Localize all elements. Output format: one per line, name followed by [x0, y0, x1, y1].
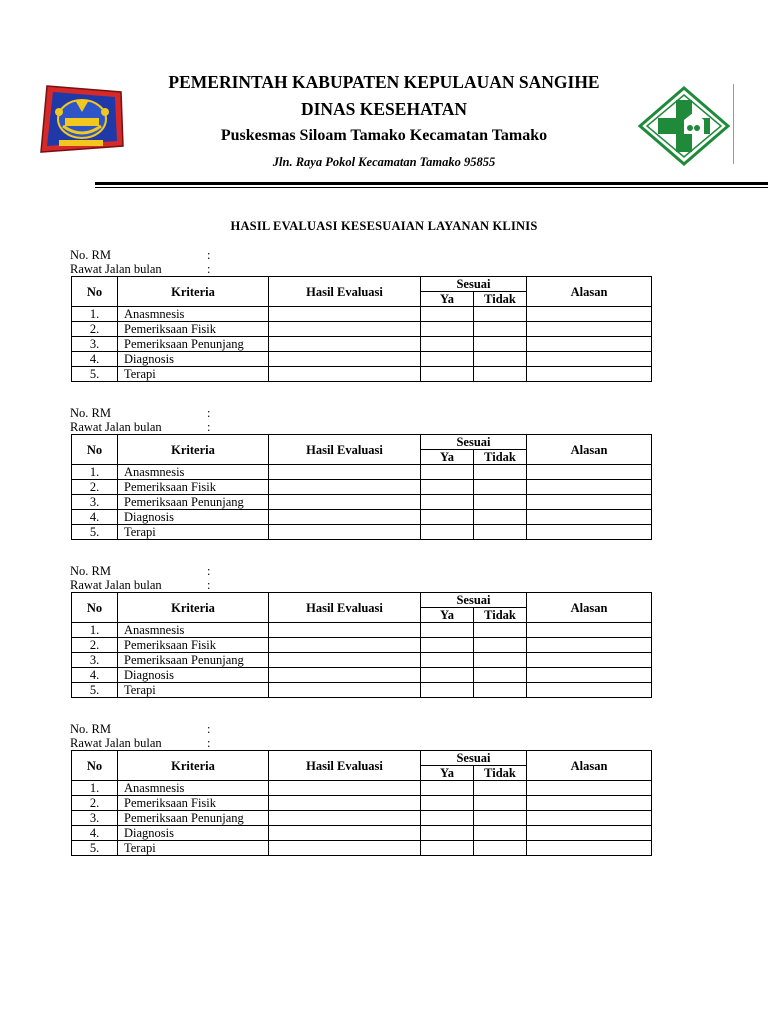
table-row	[72, 796, 652, 811]
row-kriteria: Pemeriksaan Penunjang	[118, 653, 269, 668]
tidak-cell[interactable]	[474, 465, 527, 480]
col-ya-header: Ya	[421, 766, 474, 781]
tidak-cell[interactable]	[474, 796, 527, 811]
row-number: 4.	[72, 510, 118, 525]
table-row	[72, 668, 652, 683]
col-hasil-header: Hasil Evaluasi	[269, 277, 421, 307]
table-row	[72, 811, 652, 826]
tidak-cell[interactable]	[474, 811, 527, 826]
no-rm-label: No. RM	[70, 248, 111, 262]
government-heading: PEMERINTAH KABUPATEN KEPULAUAN SANGIHE	[168, 72, 600, 92]
alasan-cell[interactable]	[527, 826, 652, 841]
ya-cell[interactable]	[421, 322, 474, 337]
hasil-evaluasi-cell[interactable]	[269, 352, 421, 367]
rawat-jalan-label: Rawat Jalan bulan	[70, 420, 162, 434]
row-number: 1.	[72, 623, 118, 638]
row-number: 5.	[72, 841, 118, 856]
row-number: 2.	[72, 322, 118, 337]
col-hasil-header: Hasil Evaluasi	[269, 593, 421, 623]
alasan-cell[interactable]	[527, 465, 652, 480]
row-kriteria: Diagnosis	[118, 352, 269, 367]
col-sesuai-header: Sesuai	[421, 751, 527, 766]
table-row	[72, 623, 652, 638]
tidak-cell[interactable]	[474, 638, 527, 653]
row-kriteria: Terapi	[118, 683, 269, 698]
alasan-cell[interactable]	[527, 495, 652, 510]
row-kriteria: Pemeriksaan Fisik	[118, 322, 269, 337]
ya-cell[interactable]	[421, 781, 474, 796]
row-number: 2.	[72, 796, 118, 811]
ya-cell[interactable]	[421, 465, 474, 480]
row-kriteria: Diagnosis	[118, 668, 269, 683]
tidak-cell[interactable]	[474, 653, 527, 668]
hasil-evaluasi-cell[interactable]	[269, 525, 421, 540]
col-sesuai-header: Sesuai	[421, 435, 527, 450]
alasan-cell[interactable]	[527, 337, 652, 352]
alasan-cell[interactable]	[527, 781, 652, 796]
rawat-jalan-colon: :	[207, 420, 211, 434]
ya-cell[interactable]	[421, 638, 474, 653]
alasan-cell[interactable]	[527, 841, 652, 856]
col-tidak-header: Tidak	[474, 608, 527, 623]
col-kriteria-header: Kriteria	[118, 435, 269, 465]
table-row	[72, 337, 652, 352]
alasan-cell[interactable]	[527, 352, 652, 367]
alasan-cell[interactable]	[527, 683, 652, 698]
puskesmas-logo	[638, 86, 730, 166]
alasan-cell[interactable]	[527, 510, 652, 525]
no-rm-label: No. RM	[70, 406, 111, 420]
tidak-cell[interactable]	[474, 322, 527, 337]
alasan-cell[interactable]	[527, 796, 652, 811]
col-ya-header: Ya	[421, 292, 474, 307]
col-sesuai-header: Sesuai	[421, 593, 527, 608]
row-kriteria: Terapi	[118, 367, 269, 382]
hasil-evaluasi-cell[interactable]	[269, 796, 421, 811]
rawat-jalan-colon: :	[207, 262, 211, 276]
hasil-evaluasi-cell[interactable]	[269, 367, 421, 382]
col-hasil-header: Hasil Evaluasi	[269, 751, 421, 781]
alasan-cell[interactable]	[527, 623, 652, 638]
col-ya-header: Ya	[421, 608, 474, 623]
tidak-cell[interactable]	[474, 337, 527, 352]
hasil-evaluasi-cell[interactable]	[269, 781, 421, 796]
col-alasan-header: Alasan	[527, 751, 652, 781]
col-kriteria-header: Kriteria	[118, 593, 269, 623]
row-number: 1.	[72, 465, 118, 480]
row-kriteria: Pemeriksaan Penunjang	[118, 495, 269, 510]
row-kriteria: Anasmnesis	[118, 465, 269, 480]
table-row	[72, 826, 652, 841]
evaluation-table	[71, 276, 652, 382]
tidak-cell[interactable]	[474, 352, 527, 367]
rawat-jalan-label: Rawat Jalan bulan	[70, 578, 162, 592]
row-kriteria: Pemeriksaan Fisik	[118, 480, 269, 495]
row-number: 3.	[72, 495, 118, 510]
no-rm-colon: :	[207, 722, 211, 736]
rawat-jalan-label: Rawat Jalan bulan	[70, 736, 162, 750]
tidak-cell[interactable]	[474, 826, 527, 841]
ya-cell[interactable]	[421, 668, 474, 683]
record-info	[70, 406, 210, 434]
table-row	[72, 495, 652, 510]
tidak-cell[interactable]	[474, 367, 527, 382]
rawat-jalan-label: Rawat Jalan bulan	[70, 262, 162, 276]
tidak-cell[interactable]	[474, 781, 527, 796]
department-heading: DINAS KESEHATAN	[300, 99, 468, 119]
alasan-cell[interactable]	[527, 480, 652, 495]
row-number: 3.	[72, 811, 118, 826]
row-kriteria: Diagnosis	[118, 510, 269, 525]
col-alasan-header: Alasan	[527, 593, 652, 623]
table-row	[72, 510, 652, 525]
col-alasan-header: Alasan	[527, 435, 652, 465]
row-kriteria: Pemeriksaan Penunjang	[118, 811, 269, 826]
record-info	[70, 564, 210, 592]
row-number: 3.	[72, 653, 118, 668]
table-row	[72, 841, 652, 856]
col-ya-header: Ya	[421, 450, 474, 465]
col-hasil-header: Hasil Evaluasi	[269, 435, 421, 465]
ya-cell[interactable]	[421, 653, 474, 668]
tidak-cell[interactable]	[474, 841, 527, 856]
row-kriteria: Anasmnesis	[118, 781, 269, 796]
row-number: 4.	[72, 352, 118, 367]
hasil-evaluasi-cell[interactable]	[269, 495, 421, 510]
row-kriteria: Pemeriksaan Fisik	[118, 638, 269, 653]
ya-cell[interactable]	[421, 683, 474, 698]
ya-cell[interactable]	[421, 525, 474, 540]
record-info	[70, 722, 210, 750]
row-number: 4.	[72, 826, 118, 841]
col-no-header: No	[72, 593, 118, 623]
alasan-cell[interactable]	[527, 307, 652, 322]
table-row	[72, 307, 652, 322]
tidak-cell[interactable]	[474, 525, 527, 540]
evaluation-table	[71, 592, 652, 698]
tidak-cell[interactable]	[474, 307, 527, 322]
no-rm-colon: :	[207, 406, 211, 420]
row-number: 5.	[72, 683, 118, 698]
tidak-cell[interactable]	[474, 510, 527, 525]
tidak-cell[interactable]	[474, 623, 527, 638]
tidak-cell[interactable]	[474, 683, 527, 698]
tidak-cell[interactable]	[474, 495, 527, 510]
no-rm-label: No. RM	[70, 722, 111, 736]
col-kriteria-header: Kriteria	[118, 751, 269, 781]
letterhead-rule	[95, 182, 768, 185]
alasan-cell[interactable]	[527, 668, 652, 683]
table-row	[72, 465, 652, 480]
table-row	[72, 352, 652, 367]
hasil-evaluasi-cell[interactable]	[269, 638, 421, 653]
row-kriteria: Pemeriksaan Fisik	[118, 796, 269, 811]
ya-cell[interactable]	[421, 495, 474, 510]
table-row	[72, 322, 652, 337]
ya-cell[interactable]	[421, 367, 474, 382]
tidak-cell[interactable]	[474, 668, 527, 683]
ya-cell[interactable]	[421, 480, 474, 495]
ya-cell[interactable]	[421, 623, 474, 638]
ya-cell[interactable]	[421, 337, 474, 352]
col-tidak-header: Tidak	[474, 766, 527, 781]
hasil-evaluasi-cell[interactable]	[269, 653, 421, 668]
ya-cell[interactable]	[421, 826, 474, 841]
hasil-evaluasi-cell[interactable]	[269, 307, 421, 322]
ya-cell[interactable]	[421, 510, 474, 525]
evaluation-table	[71, 434, 652, 540]
col-tidak-header: Tidak	[474, 450, 527, 465]
alasan-cell[interactable]	[527, 811, 652, 826]
row-number: 5.	[72, 367, 118, 382]
col-no-header: No	[72, 277, 118, 307]
evaluation-table	[71, 750, 652, 856]
hasil-evaluasi-cell[interactable]	[269, 826, 421, 841]
ya-cell[interactable]	[421, 307, 474, 322]
row-number: 2.	[72, 638, 118, 653]
letterhead-rule-thin	[95, 187, 768, 188]
hasil-evaluasi-cell[interactable]	[269, 623, 421, 638]
row-number: 4.	[72, 668, 118, 683]
row-number: 1.	[72, 781, 118, 796]
col-tidak-header: Tidak	[474, 292, 527, 307]
row-number: 2.	[72, 480, 118, 495]
alasan-cell[interactable]	[527, 653, 652, 668]
document-title: HASIL EVALUASI KESESUAIAN LAYANAN KLINIS	[230, 219, 538, 233]
hasil-evaluasi-cell[interactable]	[269, 465, 421, 480]
hasil-evaluasi-cell[interactable]	[269, 841, 421, 856]
ya-cell[interactable]	[421, 811, 474, 826]
alasan-cell[interactable]	[527, 322, 652, 337]
row-kriteria: Anasmnesis	[118, 307, 269, 322]
no-rm-colon: :	[207, 248, 211, 262]
row-number: 5.	[72, 525, 118, 540]
hasil-evaluasi-cell[interactable]	[269, 322, 421, 337]
ya-cell[interactable]	[421, 352, 474, 367]
row-kriteria: Terapi	[118, 525, 269, 540]
hasil-evaluasi-cell[interactable]	[269, 480, 421, 495]
row-kriteria: Anasmnesis	[118, 623, 269, 638]
no-rm-label: No. RM	[70, 564, 111, 578]
row-kriteria: Diagnosis	[118, 826, 269, 841]
col-no-header: No	[72, 435, 118, 465]
row-number: 1.	[72, 307, 118, 322]
header-divider	[733, 84, 734, 164]
alasan-cell[interactable]	[527, 525, 652, 540]
hasil-evaluasi-cell[interactable]	[269, 510, 421, 525]
rawat-jalan-colon: :	[207, 578, 211, 592]
hasil-evaluasi-cell[interactable]	[269, 811, 421, 826]
table-row	[72, 683, 652, 698]
hasil-evaluasi-cell[interactable]	[269, 683, 421, 698]
table-row	[72, 653, 652, 668]
ya-cell[interactable]	[421, 841, 474, 856]
table-row	[72, 781, 652, 796]
alasan-cell[interactable]	[527, 367, 652, 382]
record-info	[70, 248, 210, 276]
alasan-cell[interactable]	[527, 638, 652, 653]
col-sesuai-header: Sesuai	[421, 277, 527, 292]
ya-cell[interactable]	[421, 796, 474, 811]
row-kriteria: Pemeriksaan Penunjang	[118, 337, 269, 352]
table-row	[72, 525, 652, 540]
hasil-evaluasi-cell[interactable]	[269, 668, 421, 683]
hasil-evaluasi-cell[interactable]	[269, 337, 421, 352]
table-row	[72, 480, 652, 495]
puskesmas-heading: Puskesmas Siloam Tamako Kecamatan Tamako	[220, 127, 548, 144]
row-number: 3.	[72, 337, 118, 352]
address-line: Jln. Raya Pokol Kecamatan Tamako 95855	[272, 155, 496, 169]
tidak-cell[interactable]	[474, 480, 527, 495]
col-kriteria-header: Kriteria	[118, 277, 269, 307]
rawat-jalan-colon: :	[207, 736, 211, 750]
col-no-header: No	[72, 751, 118, 781]
no-rm-colon: :	[207, 564, 211, 578]
row-kriteria: Terapi	[118, 841, 269, 856]
table-row	[72, 638, 652, 653]
col-alasan-header: Alasan	[527, 277, 652, 307]
table-row	[72, 367, 652, 382]
